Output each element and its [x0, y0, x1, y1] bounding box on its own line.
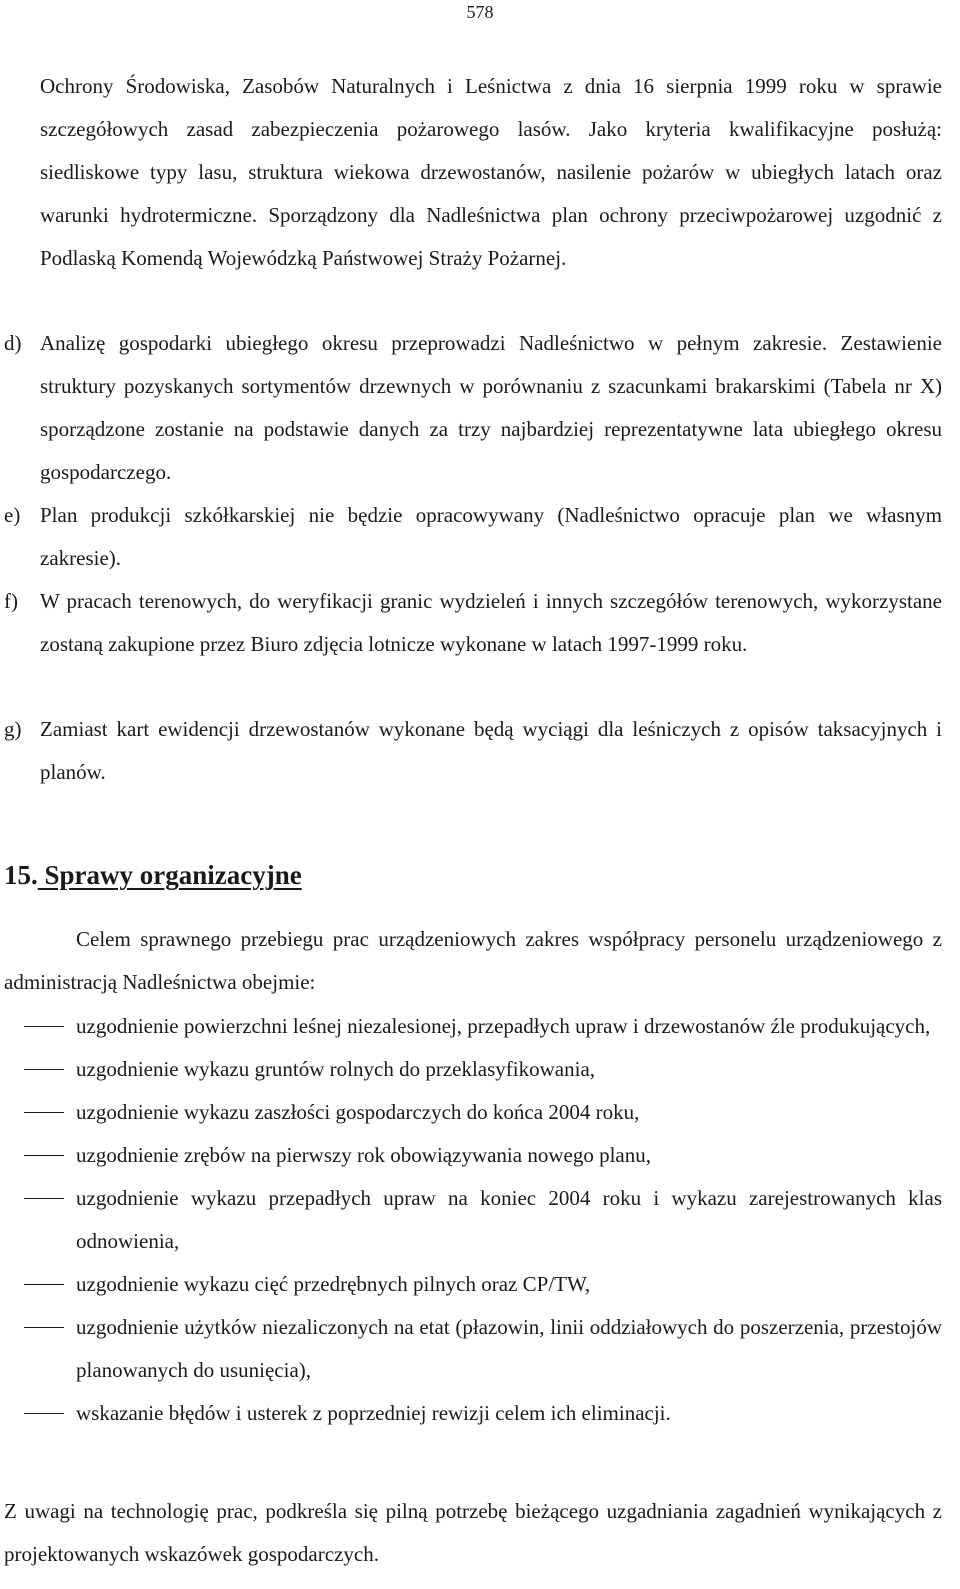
item-text: uzgodnienie zrębów na pierwszy rok obowiązywania nowego planu, — [76, 1143, 651, 1167]
list-item — [4, 1306, 942, 1392]
item-text: uzgodnienie wykazu gruntów rolnych do przeklasyfikowania, — [76, 1057, 596, 1081]
lettered-item-g — [4, 708, 942, 794]
item-text: Analizę gospodarki ubiegłego okresu przeprowadzi Nadleśnictwo w pełnym zakresie. Zestawienie struktury pozyskanych sortymentów drzewnych w porównaniu z szacunkami brakarskimi (Tabela nr X) sporządzone zostanie na podstawie danych za trzy najbardziej reprezentatywne lata ubiegłego okresu gospodarczego. — [40, 331, 942, 484]
item-text: uzgodnienie powierzchni leśnej niezalesionej, przepadłych upraw i drzewostanów źle produkujących, — [76, 1014, 931, 1038]
section-number: 15. — [4, 860, 38, 890]
item-text: W pracach terenowych, do weryfikacji granic wydzieleń i innych szczegółów terenowych, wykorzystane zostaną zakupione przez Biuro zdjęcia lotnicze wykonane w latach 1997-1999 roku. — [40, 589, 942, 656]
dash-bullet-icon — [24, 1198, 64, 1199]
lettered-item-d — [4, 322, 942, 494]
lettered-item-e — [4, 494, 942, 580]
list-item — [4, 1177, 942, 1263]
item-text: uzgodnienie wykazu przepadłych upraw na koniec 2004 roku i wykazu zarejestrowanych klas odnowienia, — [76, 1186, 942, 1253]
dash-bullet-icon — [24, 1284, 64, 1285]
dash-bullet-icon — [24, 1155, 64, 1156]
list-item — [4, 494, 942, 580]
closing-paragraph: Z uwagi na technologię prac, podkreśla się pilną potrzebę bieżącego uzgadniania zagadnień wynikających z projektowanych wskazówek gospodarczych. — [4, 1499, 942, 1566]
list-item — [4, 580, 942, 666]
item-text: Zamiast kart ewidencji drzewostanów wykonane będą wyciągi dla leśniczych z opisów taksacyjnych i planów. — [40, 717, 942, 784]
list-item — [4, 1005, 942, 1048]
item-marker: g) — [4, 717, 22, 741]
page-number: 578 — [466, 2, 494, 22]
list-item — [4, 1091, 942, 1134]
lettered-item-f — [4, 580, 942, 666]
dash-bullet-icon — [24, 1112, 64, 1113]
item-text: wskazanie błędów i usterek z poprzedniej rewizji celem ich eliminacji. — [76, 1401, 671, 1425]
item-marker: e) — [4, 503, 21, 527]
item-text: Plan produkcji szkółkarskiej nie będzie opracowywany (Nadleśnictwo opracuje plan we własnym zakresie). — [40, 503, 942, 570]
dash-bullet-icon — [24, 1327, 64, 1328]
item-marker: f) — [4, 589, 18, 613]
item-text: uzgodnienie użytków niezaliczonych na etat (płazowin, linii oddziałowych do poszerzenia, przestojów planowanych do usunięcia), — [76, 1315, 942, 1382]
scope-list — [4, 1005, 942, 1435]
item-text: uzgodnienie wykazu zaszłości gospodarczych do końca 2004 roku, — [76, 1100, 640, 1124]
list-item — [4, 1263, 942, 1306]
list-item — [4, 1048, 942, 1091]
list-item — [4, 1134, 942, 1177]
item-text: uzgodnienie wykazu cięć przedrębnych pilnych oraz CP/TW, — [76, 1272, 591, 1296]
section-heading — [4, 853, 302, 897]
list-item — [4, 322, 942, 494]
dash-bullet-icon — [24, 1413, 64, 1414]
dash-bullet-icon — [24, 1026, 64, 1027]
item-marker: d) — [4, 331, 22, 355]
list-item — [4, 1392, 942, 1435]
section-intro: Celem sprawnego przebiegu prac urządzeniowych zakres współpracy personelu urządzeniowego z administracją Nadleśnictwa obejmie: — [4, 927, 942, 994]
list-item — [4, 708, 942, 794]
opening-paragraph: Ochrony Środowiska, Zasobów Naturalnych i Leśnictwa z dnia 16 sierpnia 1999 roku w sprawie szczegółowych zasad zabezpieczenia pożarowego lasów. Jako kryteria kwalifikacyjne posłużą: siedliskowe typy lasu, struktura wiekowa drzewostanów, nasilenie pożarów w ubiegłych latach oraz warunki hydrotermiczne. Sporządzony dla Nadleśnictwa plan ochrony przeciwpożarowej uzgodnić z Podlaską Komendą Wojewódzką Państwowej Straży Pożarnej. — [40, 74, 942, 270]
dash-bullet-icon — [24, 1069, 64, 1070]
section-title: Sprawy organizacyjne — [44, 860, 302, 890]
